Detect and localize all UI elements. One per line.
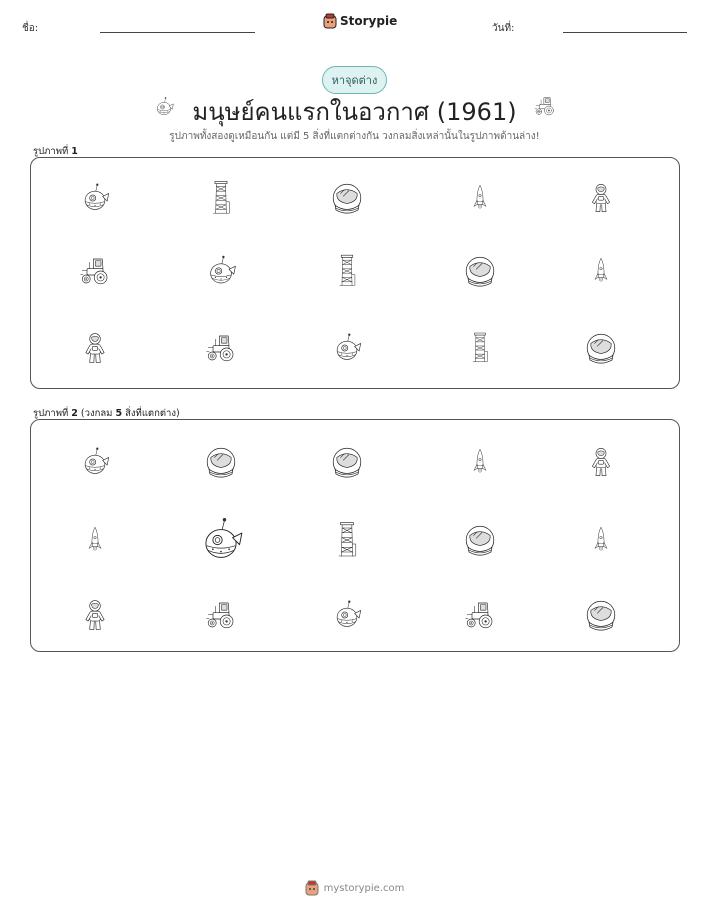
picture2-item[interactable] bbox=[457, 515, 503, 565]
picture1-item bbox=[198, 328, 244, 368]
picture1-item bbox=[465, 176, 495, 220]
brand-logo bbox=[323, 13, 397, 29]
helmet-icon bbox=[324, 439, 370, 485]
tractor-icon bbox=[72, 251, 118, 291]
picture2-item[interactable] bbox=[198, 439, 244, 485]
instructions: รูปภาพทั้งสองดูเหมือนกัน แต่มี 5 สิ่งที่แตกต่างกัน วงกลมสิ่งเหล่านั้นในรูปภาพด้านล่าง! bbox=[169, 131, 540, 142]
helmet-icon bbox=[457, 246, 503, 296]
helmet-icon bbox=[578, 323, 624, 373]
brand-name: Storypie bbox=[340, 14, 398, 28]
picture2-item[interactable] bbox=[583, 439, 619, 485]
footer-url[interactable]: mystorypie.com bbox=[323, 882, 405, 894]
astronaut-icon bbox=[583, 439, 619, 485]
date-label: วันที่: bbox=[492, 23, 515, 34]
picture1-item bbox=[72, 251, 118, 291]
picture1-item bbox=[202, 174, 240, 222]
picture1-item bbox=[201, 250, 241, 292]
picture2-item[interactable] bbox=[586, 518, 616, 562]
rocket-icon bbox=[80, 518, 110, 562]
tractor-icon bbox=[457, 595, 503, 635]
date-line[interactable] bbox=[563, 32, 687, 33]
capsule-icon bbox=[192, 509, 250, 571]
picture2-item[interactable] bbox=[76, 441, 114, 483]
picture1-item bbox=[76, 177, 114, 219]
rocket-icon bbox=[465, 440, 495, 484]
picture1-item bbox=[76, 323, 114, 373]
picture2-item[interactable] bbox=[198, 595, 244, 635]
spot-difference-badge: หาจุดต่าง bbox=[322, 66, 387, 94]
picture2-item[interactable] bbox=[465, 440, 495, 484]
storypie-mascot-icon bbox=[323, 13, 337, 29]
picture1-item bbox=[328, 327, 366, 369]
tractor-icon bbox=[529, 92, 561, 120]
capsule-icon bbox=[76, 177, 114, 219]
picture2-item[interactable] bbox=[324, 439, 370, 485]
helmet-icon bbox=[457, 515, 503, 565]
tractor-icon bbox=[198, 595, 244, 635]
capsule-icon bbox=[328, 594, 366, 636]
picture1-item bbox=[463, 323, 497, 373]
astronaut-icon bbox=[76, 323, 114, 373]
capsule-icon bbox=[201, 250, 241, 292]
picture1-item bbox=[329, 246, 365, 296]
picture1-item bbox=[586, 249, 616, 293]
picture2-item[interactable] bbox=[192, 509, 250, 571]
tower-icon bbox=[202, 174, 240, 222]
rocket-icon bbox=[586, 518, 616, 562]
picture2-item[interactable] bbox=[327, 506, 367, 574]
name-label: ชื่อ: bbox=[22, 23, 39, 34]
tower-icon bbox=[463, 323, 497, 373]
tower-icon bbox=[329, 246, 365, 296]
footer bbox=[0, 880, 709, 896]
picture2-item[interactable] bbox=[80, 518, 110, 562]
capsule-icon bbox=[328, 327, 366, 369]
helmet-icon bbox=[198, 439, 244, 485]
worksheet-title: มนุษย์คนแรกในอวกาศ (1961) bbox=[192, 98, 517, 126]
picture2-panel[interactable] bbox=[30, 419, 680, 652]
picture2-item[interactable] bbox=[76, 590, 114, 640]
storypie-mascot-icon bbox=[305, 880, 319, 896]
helmet-icon bbox=[324, 175, 370, 221]
capsule-icon bbox=[76, 441, 114, 483]
astronaut-icon bbox=[76, 590, 114, 640]
helmet-icon bbox=[578, 590, 624, 640]
picture1-item bbox=[324, 175, 370, 221]
picture1-item bbox=[457, 246, 503, 296]
title-icon-right bbox=[529, 92, 561, 120]
picture1-panel bbox=[30, 157, 680, 389]
astronaut-icon bbox=[583, 175, 619, 221]
picture1-item bbox=[583, 175, 619, 221]
picture2-label: รูปภาพที่ 2 (วงกลม 5 สิ่งที่แตกต่าง) bbox=[33, 408, 180, 419]
picture1-item bbox=[578, 323, 624, 373]
picture1-label: รูปภาพที่ 1 bbox=[33, 146, 78, 157]
picture2-item[interactable] bbox=[578, 590, 624, 640]
rocket-icon bbox=[465, 176, 495, 220]
rocket-icon bbox=[586, 249, 616, 293]
tractor-icon bbox=[198, 328, 244, 368]
tower-icon bbox=[327, 506, 367, 574]
picture2-item[interactable] bbox=[328, 594, 366, 636]
picture2-item[interactable] bbox=[457, 595, 503, 635]
name-line[interactable] bbox=[100, 32, 255, 33]
